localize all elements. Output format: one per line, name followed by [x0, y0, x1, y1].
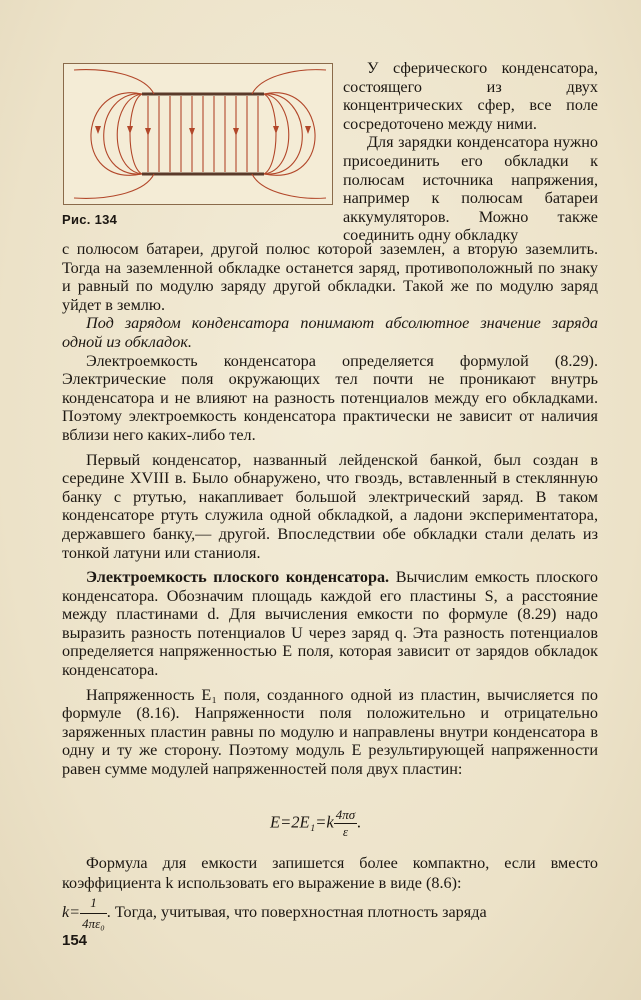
figure-134: [63, 63, 333, 205]
paragraph-tail: . Тогда, учитывая, что поверхностная плотность заряда: [106, 903, 487, 922]
formula-denominator: ε: [342, 824, 349, 839]
figure-caption: Рис. 134: [62, 212, 118, 227]
capacitor-field-lines-icon: [64, 64, 332, 204]
paragraph: У сферического конденсатора, состоящего из двух концентрических сфер, все поле сосредоточено между ними.: [343, 59, 598, 133]
k-denominator: 4πε₀: [82, 916, 105, 931]
paragraph-text: Вычислим емкость плоского конденсатора. Обозначим площадь каждой его пластины S, а расстояние между пластинами d. Для вычисления емкости по формуле (8.29) надо выразить разность потенциалов U через заряд q. Эта разность потенциалов определяется напряженностью E поля, которая зависит от зарядов обкладок конденсатора.: [62, 568, 598, 680]
paragraph: Электроемкость конденсатора определяется формулой (8.29). Электрические поля окружающих тел почти не проникают внутрь конденсатора и не влияют на разность потенциалов между его обкладками. Поэтому электроемкость конденсатора практически не зависит от наличия вблизи него каких-либо тел.: [62, 351, 598, 444]
formula-fraction: [334, 807, 357, 840]
k-numerator: 1: [80, 893, 107, 914]
section-paragraph: [62, 568, 598, 680]
section-heading: Электроемкость плоского конденсатора.: [86, 568, 390, 587]
formula-end: .: [357, 812, 362, 832]
paragraph: Первый конденсатор, названный лейденской банкой, был создан в середине XVIII в. Было обнаружено, что гвоздь, вставленный в стеклянную банку с ртутью, накапливает большой электрический заряд. В таком конденсаторе ртуть служила одной обкладкой, а ладони экспериментатора, державшего банку,— другой. Впоследствии обе обкладки стали делать из тонкой латуни или станиоля.: [62, 450, 598, 562]
k-lhs: k=: [62, 903, 81, 922]
paragraph-with-formula: [62, 893, 598, 934]
page-number: 154: [62, 932, 88, 949]
side-column-text: [343, 59, 598, 245]
definition-paragraph: Под зарядом конденсатора понимают абсолютное значение заряда одной из обкладок.: [62, 314, 598, 351]
paragraph: с полюсом батареи, другой полюс которой заземлен, а вторую заземлить. Тогда на заземленной обкладке останется заряд, противоположный по знаку и равный по модулю заряду другой обкладки. Такой же по модулю заряд уйдет в землю.: [62, 240, 598, 314]
k-fraction: [80, 893, 107, 934]
k-formula: [62, 893, 107, 934]
bottom-text: [62, 853, 598, 934]
paragraph: Напряженность E₁ поля, созданного одной из пластин, вычисляется по формуле (8.16). Напряженности поля положительно и отрицательно заряженных пластин равны по модулю и направлены внутри конденсатора в одну и ту же сторону. Поэтому модуль E результирующей напряженности равен сумме модулей напряженностей поля двух пластин:: [62, 685, 598, 779]
formula-numerator: 4πσ: [335, 807, 356, 822]
field-strength-formula: [270, 807, 361, 840]
formula-lhs: E=2E₁=k: [270, 812, 334, 832]
main-text: [62, 240, 598, 779]
paragraph: Для зарядки конденсатора нужно присоединить его обкладки к полюсам источника напряжения, например к полюсам батареи аккумуляторов. Можно также соединить одну обкладку: [343, 133, 598, 245]
paragraph: Формула для емкости запишется более компактно, если вместо коэффициента k использовать его выражение в виде (8.6):: [62, 854, 598, 892]
